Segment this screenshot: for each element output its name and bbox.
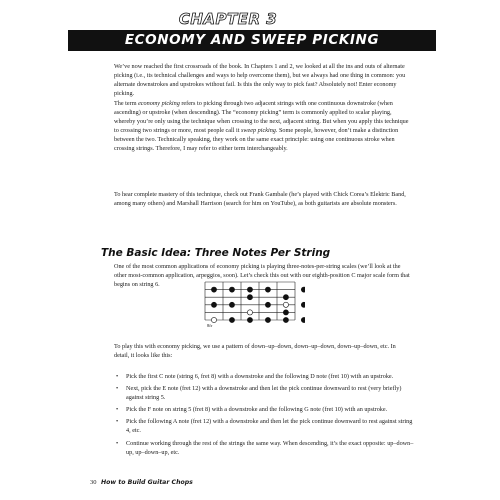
fret-position-label: 8fr bbox=[207, 323, 213, 328]
root-note-dot bbox=[211, 317, 216, 322]
intro-paragraph-2: The term economy picking refers to picking through two adjacent strings with one continuous downstroke (when ascending) or upstroke (when descending). The “economy picking” term is commonly applied to scalar playing, whereby you’re only using the technique when crossing to the next, adjacent string. But when you apply this technique to crossing two strings or more, most people call it sweep picking. Some people, however, don’t make a distinction between the two. Technically speaking, they work on the same exact principle: using one continuous stroke when crossing strings. Therefore, I may refer to either term interchangeably. bbox=[114, 100, 409, 153]
intro-paragraph-3: To hear complete mastery of this technique, check out Frank Gambale (he’s played with Chick Corea’s Elektric Band, among many others) and Marshall Harrison (search for him on YouTube), as both guitarists are absolute monsters. bbox=[114, 191, 406, 208]
list-item: • Continue working through the rest of the strings the same way. When descending, it’s the exact opposite: up–down–up, up–down–up, etc. bbox=[114, 439, 414, 457]
list-item: • Pick the first C note (string 6, fret 8) with a downstroke and the following D note (fret 10) with an upstroke. bbox=[114, 372, 414, 381]
section-heading: The Basic Idea: Three Notes Per String bbox=[101, 247, 331, 259]
intro-paragraph-1: We’ve now reached the first crossroads of the book. In Chapters 1 and 2, we looked at all the ins and outs of alternate picking (i.e., its technical challenges and ways to help overcome them), but we always had one thing in common: you alternate downstrokes and upstrokes without fail. Is this the only way to pick fast? Absolutely not! Enter economy picking. bbox=[114, 63, 406, 98]
sweep-picking-term: sweep picking bbox=[241, 127, 276, 135]
scale-note-dot bbox=[229, 302, 234, 307]
chapter-label: CHAPTER 3 bbox=[178, 10, 278, 28]
scale-note-dot bbox=[247, 295, 252, 300]
scale-note-dot bbox=[301, 302, 305, 307]
scale-note-dot bbox=[283, 295, 288, 300]
scale-fretboard-diagram bbox=[195, 270, 305, 340]
section-paragraph-1: One of the most common applications of economy picking is playing three-notes-per-string scales (we’ll look at the other most-common application, arpeggios, soon). Let’s check this out with our eighth-position C major scale form that begins on string 6. bbox=[114, 263, 410, 289]
scale-note-dot bbox=[265, 302, 270, 307]
chapter-title-bar: ECONOMY AND SWEEP PICKING bbox=[68, 30, 436, 51]
root-note-dot bbox=[283, 302, 288, 307]
bullet-list bbox=[114, 372, 414, 457]
scale-note-dot bbox=[283, 310, 288, 315]
scale-note-dot bbox=[265, 317, 270, 322]
scale-note-dot bbox=[301, 317, 305, 322]
scale-note-dot bbox=[247, 317, 252, 322]
section-paragraph-2: To play this with economy picking, we use a pattern of down–up–down, down–up–down, down–up–down, etc. In detail, it looks like this: bbox=[114, 343, 396, 360]
root-note-dot bbox=[247, 310, 252, 315]
list-item: • Next, pick the E note (fret 12) with a downstroke and then let the pick continue downward to rest (very briefly) against string 5. bbox=[114, 384, 414, 402]
scale-note-dot bbox=[229, 287, 234, 292]
scale-note-dot bbox=[211, 287, 216, 292]
scale-note-dot bbox=[265, 287, 270, 292]
economy-picking-term: economy picking bbox=[138, 100, 180, 107]
book-title: How to Build Guitar Chops bbox=[101, 479, 193, 486]
scale-note-dot bbox=[211, 302, 216, 307]
scale-note-dot bbox=[229, 317, 234, 322]
scale-note-dot bbox=[247, 287, 252, 292]
scale-note-dot bbox=[283, 317, 288, 322]
scale-note-dot bbox=[301, 287, 305, 292]
list-item: • Pick the F note on string 5 (fret 8) with a downstroke and the following G note (fret 10) with an upstroke. bbox=[114, 405, 414, 414]
list-item: • Pick the following A note (fret 12) with a downstroke and then let the pick continue downward to rest against string 4, etc. bbox=[114, 417, 414, 435]
page-number: 30 bbox=[90, 479, 97, 486]
